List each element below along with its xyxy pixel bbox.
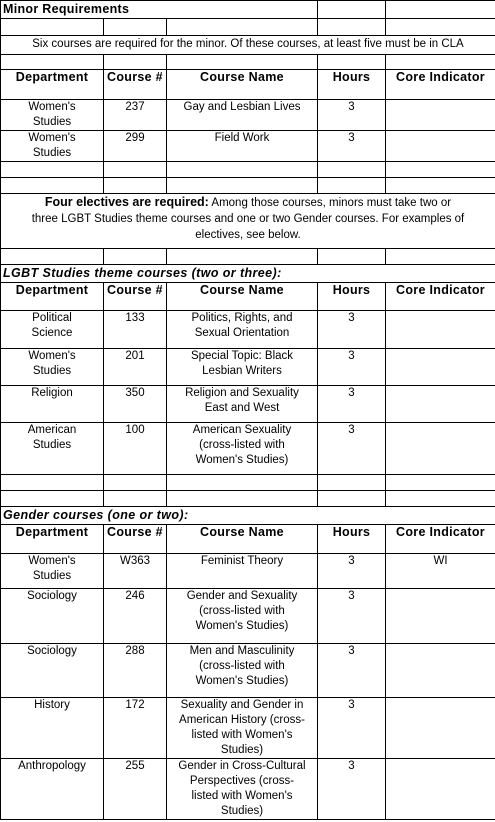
electives-note [1, 194, 495, 249]
blank-cell [1, 178, 104, 194]
column-header-department: Department [1, 525, 104, 554]
blank-row [1, 162, 495, 178]
course-row [1, 554, 495, 589]
requirement-note-row [1, 36, 495, 55]
course-row [1, 386, 495, 423]
course-row [1, 644, 495, 698]
electives-note-row [1, 194, 495, 249]
column-header-course-number: Course # [104, 70, 167, 100]
course-name-cell-line: (cross-listed with [199, 660, 285, 672]
hours-cell: 3 [318, 759, 386, 820]
hours-cell: 3 [318, 311, 386, 349]
column-header-course-number: Course # [104, 283, 167, 311]
hours-cell: 3 [318, 644, 386, 698]
course-name-cell-line: (cross-listed with [199, 605, 285, 617]
course-number-cell: 299 [104, 131, 167, 162]
course-name-cell [167, 311, 318, 349]
department-cell-line: Women's [28, 350, 76, 362]
blank-cell [104, 178, 167, 194]
electives-note-lead: Four electives are required: [44, 195, 209, 209]
column-header-core-indicator: Core Indicator [386, 70, 495, 100]
blank-cell [104, 162, 167, 178]
core-indicator-cell [386, 131, 495, 162]
blank-cell [167, 55, 318, 70]
gender-section-title-row [1, 507, 495, 525]
column-header-core-indicator: Core Indicator [386, 525, 495, 554]
hours-cell: 3 [318, 349, 386, 386]
course-name-cell-line: listed with Women's [191, 790, 293, 802]
course-row [1, 311, 495, 349]
hours-cell: 3 [318, 423, 386, 475]
course-name-cell-line: Perspectives (cross- [189, 775, 295, 787]
hours-cell: 3 [318, 554, 386, 589]
course-name-cell-line: listed with Women's [191, 729, 293, 741]
department-cell [1, 100, 104, 131]
course-name-cell [167, 759, 318, 820]
blank-cell [104, 491, 167, 507]
department-cell [1, 589, 104, 644]
course-name-cell [167, 644, 318, 698]
core-indicator-cell [386, 423, 495, 475]
blank-cell [1, 162, 104, 178]
blank-row [1, 19, 495, 36]
blank-cell [318, 19, 386, 36]
course-name-cell [167, 386, 318, 423]
column-header-hours: Hours [318, 525, 386, 554]
electives-note-line: Among those courses, minors must take two or [211, 197, 452, 209]
blank-cell [318, 1, 386, 19]
blank-cell [386, 249, 495, 265]
column-header-course-number: Course # [104, 525, 167, 554]
department-cell-line: History [34, 699, 70, 711]
course-row [1, 349, 495, 386]
blank-row [1, 475, 495, 491]
course-name-cell [167, 100, 318, 131]
department-cell [1, 759, 104, 820]
column-header-row [1, 525, 495, 554]
course-row [1, 423, 495, 475]
core-indicator-cell [386, 311, 495, 349]
course-number-cell: 237 [104, 100, 167, 131]
department-cell [1, 554, 104, 589]
department-cell-line: Studies [32, 116, 72, 128]
course-name-cell-line: Women's Studies) [195, 454, 289, 466]
course-name-cell-line: Sexual Orientation [194, 327, 290, 339]
department-cell-line: Women's [28, 132, 76, 144]
course-name-cell-line: (cross-listed with [199, 439, 285, 451]
department-cell-line: American [27, 424, 77, 436]
course-name-cell-line: Special Topic: Black [190, 350, 294, 362]
blank-cell [167, 19, 318, 36]
course-name-cell-line: Feminist Theory [200, 555, 284, 567]
hours-cell: 3 [318, 100, 386, 131]
blank-cell [318, 475, 386, 491]
department-cell [1, 349, 104, 386]
column-header-hours: Hours [318, 70, 386, 100]
department-cell-line: Anthropology [18, 760, 86, 772]
blank-cell [318, 178, 386, 194]
course-name-cell-line: East and West [204, 402, 280, 414]
core-indicator-cell [386, 100, 495, 131]
course-name-cell-line: Studies) [220, 805, 264, 817]
blank-row [1, 249, 495, 265]
course-number-cell: 172 [104, 698, 167, 759]
course-row [1, 131, 495, 162]
course-number-cell: 350 [104, 386, 167, 423]
course-number-cell: 246 [104, 589, 167, 644]
lgbt-section-title-row [1, 265, 495, 283]
lgbt-section-title: LGBT Studies theme courses (two or three): [1, 265, 495, 283]
hours-cell: 3 [318, 386, 386, 423]
blank-cell [167, 162, 318, 178]
course-name-cell-line: Gender and Sexuality [186, 590, 298, 602]
blank-cell [104, 55, 167, 70]
department-cell-line: Women's [28, 101, 76, 113]
core-indicator-cell [386, 386, 495, 423]
department-cell [1, 698, 104, 759]
course-name-cell-line: Gay and Lesbian Lives [183, 101, 301, 113]
department-cell [1, 131, 104, 162]
core-indicator-cell [386, 698, 495, 759]
core-indicator-cell [386, 589, 495, 644]
course-name-cell-line: Lesbian Writers [202, 365, 282, 377]
department-cell-line: Studies [32, 570, 72, 582]
hours-cell: 3 [318, 131, 386, 162]
hours-cell: 3 [318, 698, 386, 759]
course-name-cell-line: American Sexuality [192, 424, 292, 436]
course-name-cell-line: Religion and Sexuality [185, 387, 299, 399]
core-indicator-cell [386, 759, 495, 820]
department-cell-line: Studies [32, 365, 72, 377]
electives-note-line: three LGBT Studies theme courses and one or two Gender courses. For examples of [31, 213, 465, 225]
department-cell-line: Women's [28, 555, 76, 567]
course-name-cell [167, 554, 318, 589]
table-body [1, 1, 495, 820]
blank-row [1, 178, 495, 194]
column-header-hours: Hours [318, 283, 386, 311]
blank-cell [104, 475, 167, 491]
course-number-cell: 201 [104, 349, 167, 386]
course-row [1, 589, 495, 644]
column-header-core-indicator: Core Indicator [386, 283, 495, 311]
course-name-cell-line: Gender in Cross-Cultural [178, 760, 306, 772]
requirement-note: Six courses are required for the minor. Of these courses, at least five must be in CLA [1, 36, 495, 55]
course-name-cell-line: Men and Masculinity [189, 645, 295, 657]
course-name-cell-line: Women's Studies) [195, 620, 289, 632]
department-cell-line: Studies [32, 147, 72, 159]
course-name-cell-line: Sexuality and Gender in [180, 699, 304, 711]
blank-cell [318, 249, 386, 265]
blank-cell [104, 249, 167, 265]
blank-cell [1, 55, 104, 70]
department-cell-line: Studies [32, 439, 72, 451]
blank-cell [318, 162, 386, 178]
course-name-cell [167, 589, 318, 644]
department-cell [1, 423, 104, 475]
course-number-cell: 133 [104, 311, 167, 349]
department-cell [1, 311, 104, 349]
column-header-row [1, 283, 495, 311]
blank-cell [1, 19, 104, 36]
column-header-course-name: Course Name [167, 283, 318, 311]
blank-row [1, 491, 495, 507]
gender-section-title: Gender courses (one or two): [1, 507, 495, 525]
course-row [1, 759, 495, 820]
course-name-cell-line: Field Work [214, 132, 270, 144]
department-cell-line: Sociology [27, 645, 77, 657]
blank-cell [318, 55, 386, 70]
course-name-cell-line: Politics, Rights, and [191, 312, 293, 324]
hours-cell: 3 [318, 589, 386, 644]
title-row [1, 1, 495, 19]
course-name-cell [167, 423, 318, 475]
course-number-cell: 255 [104, 759, 167, 820]
blank-cell [1, 249, 104, 265]
column-header-course-name: Course Name [167, 70, 318, 100]
blank-cell [386, 1, 495, 19]
blank-cell [1, 475, 104, 491]
course-number-cell: 100 [104, 423, 167, 475]
course-row [1, 100, 495, 131]
blank-row [1, 55, 495, 70]
blank-cell [386, 178, 495, 194]
blank-cell [167, 249, 318, 265]
column-header-department: Department [1, 283, 104, 311]
course-number-cell: W363 [104, 554, 167, 589]
course-name-cell-line: Studies) [220, 744, 264, 756]
blank-cell [386, 475, 495, 491]
blank-cell [167, 491, 318, 507]
blank-cell [318, 491, 386, 507]
department-cell-line: Sociology [27, 590, 77, 602]
department-cell-line: Science [31, 327, 73, 339]
department-cell [1, 644, 104, 698]
page-title: Minor Requirements [1, 1, 318, 19]
course-row [1, 698, 495, 759]
blank-cell [1, 491, 104, 507]
course-name-cell [167, 349, 318, 386]
core-indicator-cell [386, 349, 495, 386]
blank-cell [167, 178, 318, 194]
electives-note-line: electives, see below. [195, 229, 301, 241]
blank-cell [167, 475, 318, 491]
blank-cell [104, 19, 167, 36]
core-indicator-cell [386, 644, 495, 698]
blank-cell [386, 491, 495, 507]
department-cell-line: Political [32, 312, 72, 324]
course-name-cell-line: Women's Studies) [195, 675, 289, 687]
course-number-cell: 288 [104, 644, 167, 698]
column-header-department: Department [1, 70, 104, 100]
blank-cell [386, 162, 495, 178]
column-header-row [1, 70, 495, 100]
blank-cell [386, 55, 495, 70]
core-indicator-cell: WI [386, 554, 495, 589]
department-cell-line: Religion [31, 387, 73, 399]
course-name-cell [167, 131, 318, 162]
department-cell [1, 386, 104, 423]
blank-cell [386, 19, 495, 36]
course-name-cell-line: American History (cross- [179, 714, 305, 726]
course-name-cell [167, 698, 318, 759]
column-header-course-name: Course Name [167, 525, 318, 554]
